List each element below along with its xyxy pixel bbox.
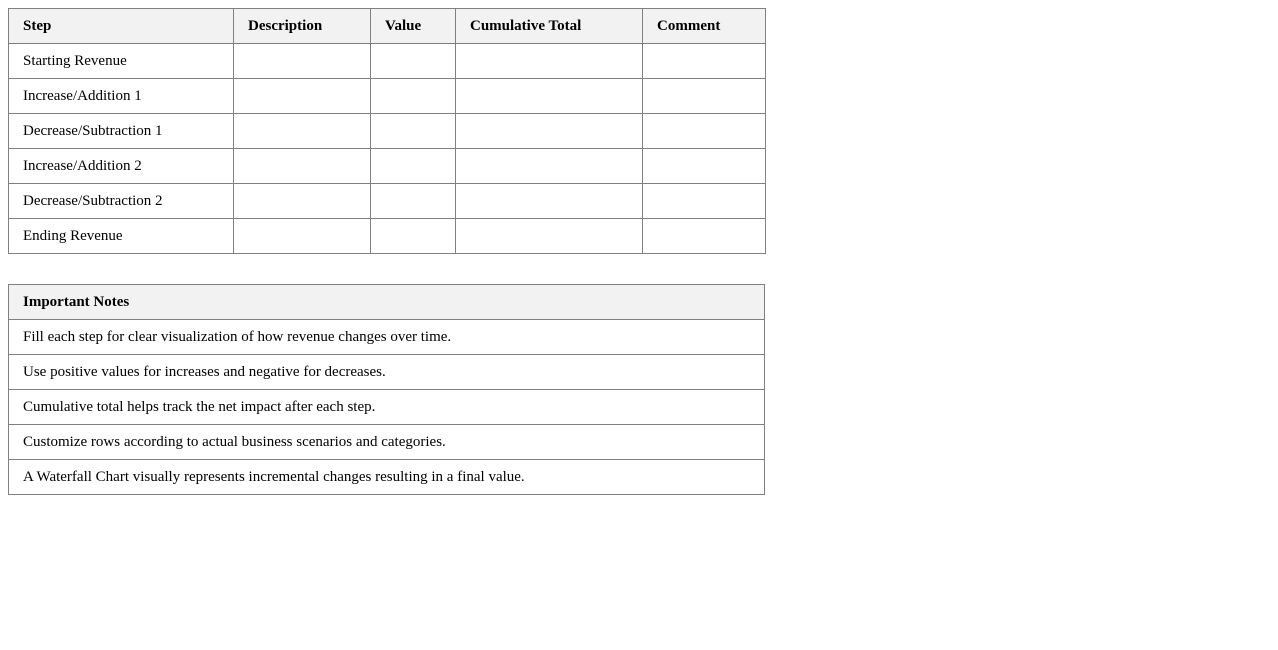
description-cell (234, 149, 371, 184)
column-header-value: Value (371, 9, 456, 44)
list-item (9, 320, 765, 355)
comment-cell (643, 184, 766, 219)
comment-cell (643, 149, 766, 184)
column-header-description: Description (234, 9, 371, 44)
description-cell (234, 184, 371, 219)
value-cell (371, 184, 456, 219)
note-text: Customize rows according to actual business scenarios and categories. (9, 425, 765, 460)
notes-header-row (9, 285, 765, 320)
page-content (8, 8, 765, 495)
cumulative-total-cell (456, 149, 643, 184)
value-cell (371, 44, 456, 79)
description-cell (234, 219, 371, 254)
column-header-cumulative-total: Cumulative Total (456, 9, 643, 44)
step-cell: Increase/Addition 2 (9, 149, 234, 184)
note-text: Use positive values for increases and negative for decreases. (9, 355, 765, 390)
step-cell: Decrease/Subtraction 1 (9, 114, 234, 149)
waterfall-steps-table (8, 8, 766, 254)
step-cell: Starting Revenue (9, 44, 234, 79)
value-cell (371, 79, 456, 114)
value-cell (371, 114, 456, 149)
note-text: Cumulative total helps track the net impact after each step. (9, 390, 765, 425)
comment-cell (643, 114, 766, 149)
note-text: Fill each step for clear visualization of how revenue changes over time. (9, 320, 765, 355)
notes-header: Important Notes (9, 285, 765, 320)
step-cell: Increase/Addition 1 (9, 79, 234, 114)
list-item (9, 425, 765, 460)
step-cell: Ending Revenue (9, 219, 234, 254)
table-row (9, 44, 766, 79)
important-notes-table (8, 284, 765, 495)
table-row (9, 219, 766, 254)
description-cell (234, 114, 371, 149)
table-header-row (9, 9, 766, 44)
comment-cell (643, 79, 766, 114)
column-header-step: Step (9, 9, 234, 44)
list-item (9, 460, 765, 495)
note-text: A Waterfall Chart visually represents incremental changes resulting in a final value. (9, 460, 765, 495)
cumulative-total-cell (456, 184, 643, 219)
table-row (9, 184, 766, 219)
cumulative-total-cell (456, 114, 643, 149)
value-cell (371, 149, 456, 184)
cumulative-total-cell (456, 44, 643, 79)
table-row (9, 79, 766, 114)
value-cell (371, 219, 456, 254)
comment-cell (643, 219, 766, 254)
list-item (9, 355, 765, 390)
cumulative-total-cell (456, 219, 643, 254)
comment-cell (643, 44, 766, 79)
description-cell (234, 44, 371, 79)
table-row (9, 114, 766, 149)
column-header-comment: Comment (643, 9, 766, 44)
step-cell: Decrease/Subtraction 2 (9, 184, 234, 219)
list-item (9, 390, 765, 425)
description-cell (234, 79, 371, 114)
table-row (9, 149, 766, 184)
cumulative-total-cell (456, 79, 643, 114)
